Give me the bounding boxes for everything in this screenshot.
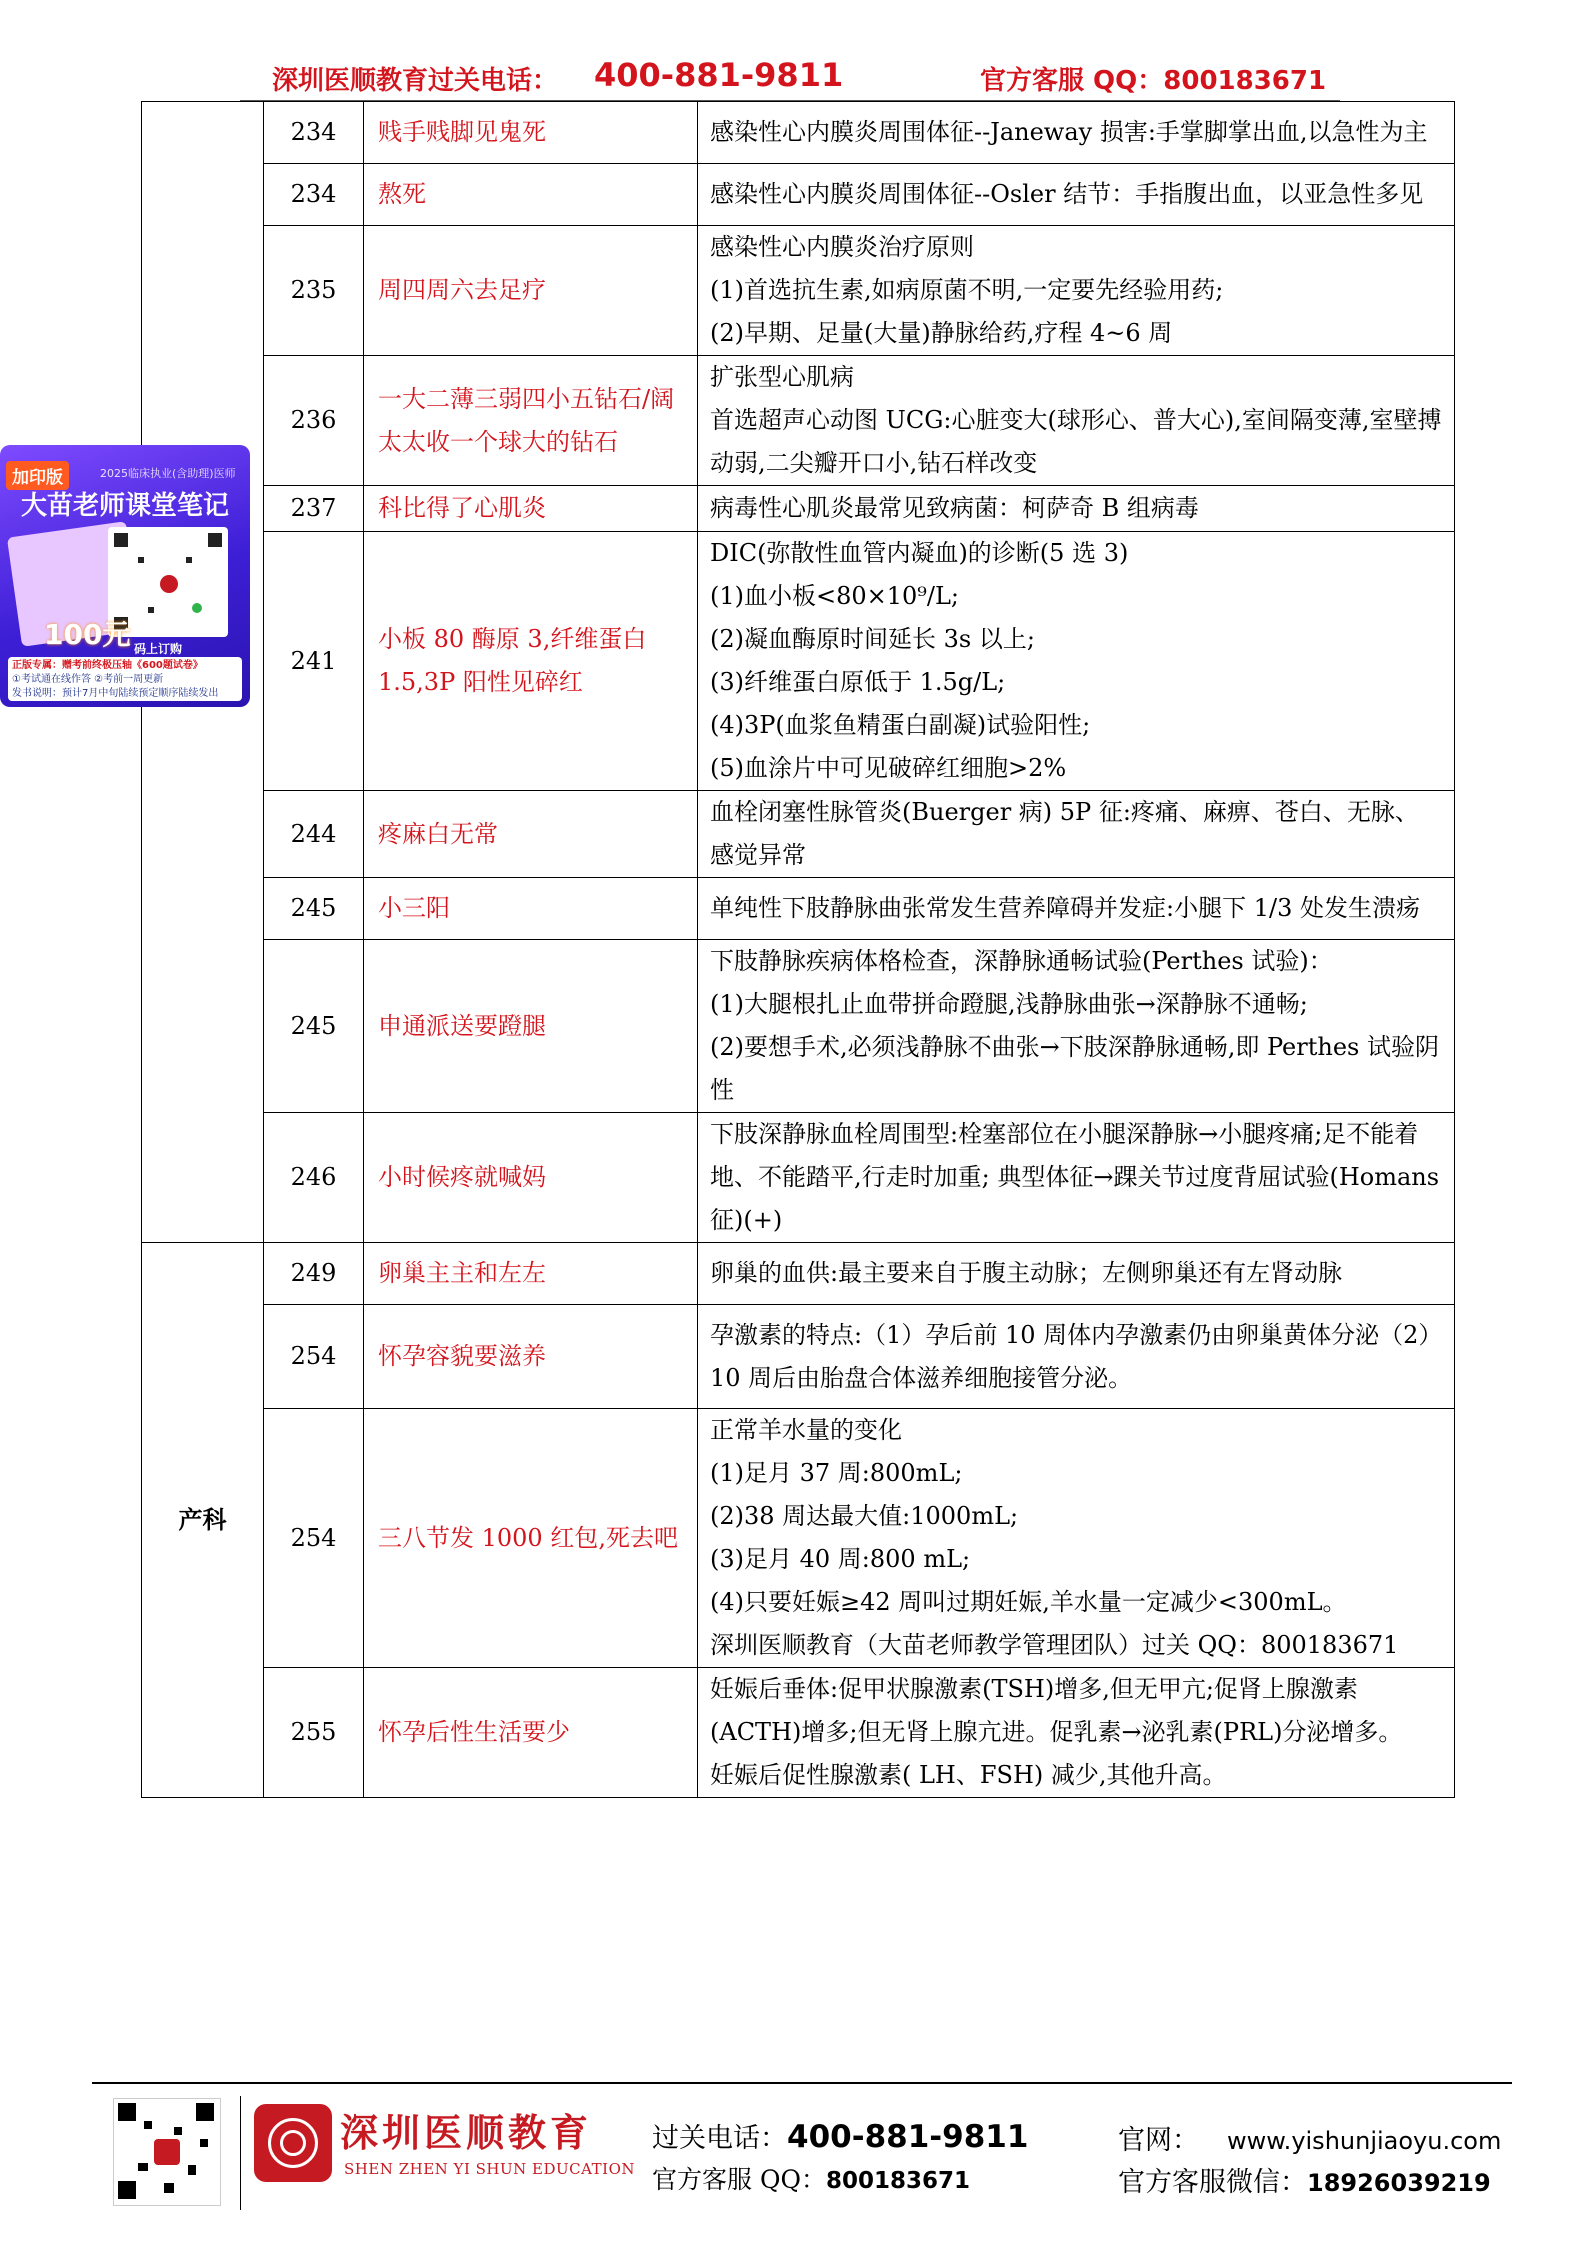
footer-brand-en: SHEN ZHEN YI SHUN EDUCATION — [344, 2160, 635, 2178]
header-qq: 官方客服 QQ：800183671 — [980, 66, 1327, 96]
explanation-cell — [698, 532, 1455, 791]
page-number-cell: 234 — [264, 164, 364, 226]
explanation-line: (1)足月 37 周:800mL; — [710, 1459, 963, 1487]
footer-site[interactable]: 官网： www.yishunjiaoyu.com — [1118, 2125, 1502, 2156]
footer-phone: 过关电话：400-881-9811 — [652, 2119, 1029, 2155]
explanation-cell — [698, 164, 1455, 226]
explanation-cell — [698, 791, 1455, 878]
table-row — [142, 102, 1455, 164]
explanation-line: 病毒性心肌炎最常见致病菌：柯萨奇 B 组病毒 — [710, 494, 1199, 522]
promo-title: 大苗老师课堂笔记 — [20, 491, 229, 521]
explanation-line: (2)早期、足量(大量)静脉给药,疗程 4~6 周 — [710, 319, 1173, 347]
promo-card[interactable] — [0, 445, 250, 707]
explanation-line: 孕激素的特点:（1）孕后前 10 周体内孕激素仍由卵巢黄体分泌（2）10 周后由胎盘合体滋养细胞接管分泌。 — [710, 1320, 1431, 1392]
explanation-line: (3)足月 40 周:800 mL; — [710, 1545, 971, 1573]
explanation-line: 下肢深静脉血栓周围型:栓塞部位在小腿深静脉→小腿疼痛;足不能着地、不能踏平,行走时加重; 典型体征→踝关节过度背屈试验(Homans 征)(+) — [710, 1120, 1440, 1234]
mnemonic-table — [141, 101, 1455, 1798]
explanation-line: (1)大腿根扎止血带拼命蹬腿,浅静脉曲张→深静脉不通畅; — [710, 990, 1308, 1018]
page-number-cell: 244 — [264, 791, 364, 878]
page-number-cell: 254 — [264, 1409, 364, 1668]
explanation-line: 感染性心内膜炎周围体征--Janeway 损害:手掌脚掌出血,以急性为主 — [710, 118, 1428, 146]
mnemonic-cell: 科比得了心肌炎 — [364, 486, 698, 532]
promo-subtitle: 2025临床执业(含助理)医师 — [100, 467, 236, 480]
page-number-cell: 237 — [264, 486, 364, 532]
mnemonic-cell: 三八节发 1000 红包,死去吧 — [364, 1409, 698, 1668]
mnemonic-cell: 小板 80 酶原 3,纤维蛋白 1.5,3P 阳性见碎红 — [364, 532, 698, 791]
mnemonic-cell: 申通派送要蹬腿 — [364, 940, 698, 1113]
table-row — [142, 940, 1455, 1113]
table-row — [142, 532, 1455, 791]
page-number-cell: 245 — [264, 878, 364, 940]
explanation-line: (2)38 周达最大值:1000mL; — [710, 1502, 1019, 1530]
page-number-cell: 241 — [264, 532, 364, 791]
table-row — [142, 226, 1455, 356]
mnemonic-cell: 怀孕后性生活要少 — [364, 1668, 698, 1798]
explanation-line: (3)纤维蛋白原低于 1.5g/L; — [710, 668, 1006, 696]
explanation-cell — [698, 1305, 1455, 1409]
promo-price: 100元 — [44, 618, 131, 651]
explanation-line: (2)凝血酶原时间延长 3s 以上; — [710, 625, 1035, 653]
explanation-line: 扩张型心肌病 — [710, 363, 854, 391]
header-phone-label: 深圳医顺教育过关电话： — [272, 66, 559, 96]
explanation-cell — [698, 1409, 1455, 1668]
explanation-line: DIC(弥散性血管内凝血)的诊断(5 选 3) — [710, 539, 1129, 567]
footer-vertical-divider — [240, 2096, 241, 2210]
page-number-cell: 245 — [264, 940, 364, 1113]
page-number-cell: 254 — [264, 1305, 364, 1409]
table-row — [142, 1409, 1455, 1668]
brand-logo-icon — [254, 2104, 332, 2182]
explanation-line: (1)血小板<80×10⁹/L; — [710, 582, 960, 610]
explanation-line: 妊娠后垂体:促甲状腺激素(TSH)增多,但无甲亢;促肾上腺激素(ACTH)增多;但无肾上腺亢进。促乳素→泌乳素(PRL)分泌增多。 — [710, 1675, 1403, 1746]
section-cell: 产科 — [142, 1243, 264, 1798]
mnemonic-cell: 小三阳 — [364, 878, 698, 940]
mnemonic-cell: 怀孕容貌要滋养 — [364, 1305, 698, 1409]
explanation-cell — [698, 486, 1455, 532]
explanation-line: 血栓闭塞性脉管炎(Buerger 病) 5P 征:疼痛、麻痹、苍白、无脉、感觉异常 — [710, 798, 1419, 869]
explanation-cell — [698, 102, 1455, 164]
explanation-line: (5)血涂片中可见破碎红细胞>2% — [710, 754, 1067, 782]
promo-badge: 加印版 — [6, 461, 69, 490]
page-number-cell: 235 — [264, 226, 364, 356]
mnemonic-cell: 熬死 — [364, 164, 698, 226]
mnemonic-cell: 小时候疼就喊妈 — [364, 1113, 698, 1243]
promo-info: 正版专属：赠考前终极压轴《600题试卷》 ①考试通在线作答 ②考前一周更新 发书说明：预计7月中旬陆续预定顺序陆续发出 — [8, 657, 242, 701]
mnemonic-cell: 一大二薄三弱四小五钻石/阔太太收一个球大的钻石 — [364, 356, 698, 486]
page-number-cell: 255 — [264, 1668, 364, 1798]
explanation-cell — [698, 1668, 1455, 1798]
explanation-line: (2)要想手术,必须浅静脉不曲张→下肢深静脉通畅,即 Perthes 试验阴性 — [710, 1033, 1439, 1104]
table-row — [142, 1243, 1455, 1305]
explanation-line: 妊娠后促性腺激素( LH、FSH) 减少,其他升高。 — [710, 1761, 1227, 1789]
explanation-line: (4)只要妊娠≥42 周叫过期妊娠,羊水量一定减少<300mL。 — [710, 1588, 1347, 1616]
table-row — [142, 1668, 1455, 1798]
mnemonic-cell: 周四周六去足疗 — [364, 226, 698, 356]
table-row — [142, 1305, 1455, 1409]
table-row — [142, 791, 1455, 878]
table-row — [142, 164, 1455, 226]
explanation-cell — [698, 1113, 1455, 1243]
explanation-line: 下肢静脉疾病体格检查，深静脉通畅试验(Perthes 试验)： — [710, 947, 1333, 975]
explanation-line: 感染性心内膜炎治疗原则 — [710, 233, 974, 261]
explanation-cell — [698, 878, 1455, 940]
explanation-line: 深圳医顺教育（大苗老师教学管理团队）过关 QQ：800183671 — [710, 1631, 1399, 1659]
explanation-line: 正常羊水量的变化 — [710, 1416, 902, 1444]
table-row — [142, 878, 1455, 940]
header-phone: 400-881-9811 — [594, 56, 844, 94]
page-number-cell: 236 — [264, 356, 364, 486]
page-number-cell: 234 — [264, 102, 364, 164]
explanation-line: 单纯性下肢静脉曲张常发生营养障碍并发症:小腿下 1/3 处发生溃疡 — [710, 894, 1420, 922]
mnemonic-cell: 贱手贱脚见鬼死 — [364, 102, 698, 164]
mnemonic-cell: 疼麻白无常 — [364, 791, 698, 878]
explanation-line: (4)3P(血浆鱼精蛋白副凝)试验阳性; — [710, 711, 1091, 739]
mnemonic-cell: 卵巢主主和左左 — [364, 1243, 698, 1305]
page-header — [272, 58, 1372, 98]
table-row — [142, 1113, 1455, 1243]
explanation-line: 感染性心内膜炎周围体征--Osler 结节：手指腹出血，以亚急性多见 — [710, 180, 1424, 208]
explanation-cell — [698, 226, 1455, 356]
footer-qr-code[interactable] — [113, 2098, 221, 2206]
footer-wechat: 官方客服微信：18926039219 — [1118, 2167, 1491, 2198]
table-row — [142, 356, 1455, 486]
explanation-cell — [698, 1243, 1455, 1305]
explanation-line: 首选超声心动图 UCG:心脏变大(球形心、普大心),室间隔变薄,室壁搏动弱,二尖瓣开口小,钻石样改变 — [710, 406, 1442, 477]
explanation-cell — [698, 940, 1455, 1113]
table-row — [142, 486, 1455, 532]
promo-scan-label: 码上订购 — [134, 642, 183, 656]
explanation-line: 卵巢的血供:最主要来自于腹主动脉；左侧卵巢还有左肾动脉 — [710, 1259, 1343, 1287]
explanation-cell — [698, 356, 1455, 486]
footer-brand: 深圳医顺教育 — [340, 2111, 593, 2155]
footer-divider — [92, 2082, 1512, 2084]
footer-qq: 官方客服 QQ：800183671 — [652, 2165, 970, 2194]
explanation-line: (1)首选抗生素,如病原菌不明,一定要先经验用药; — [710, 276, 1224, 304]
page-number-cell: 246 — [264, 1113, 364, 1243]
page-number-cell: 249 — [264, 1243, 364, 1305]
